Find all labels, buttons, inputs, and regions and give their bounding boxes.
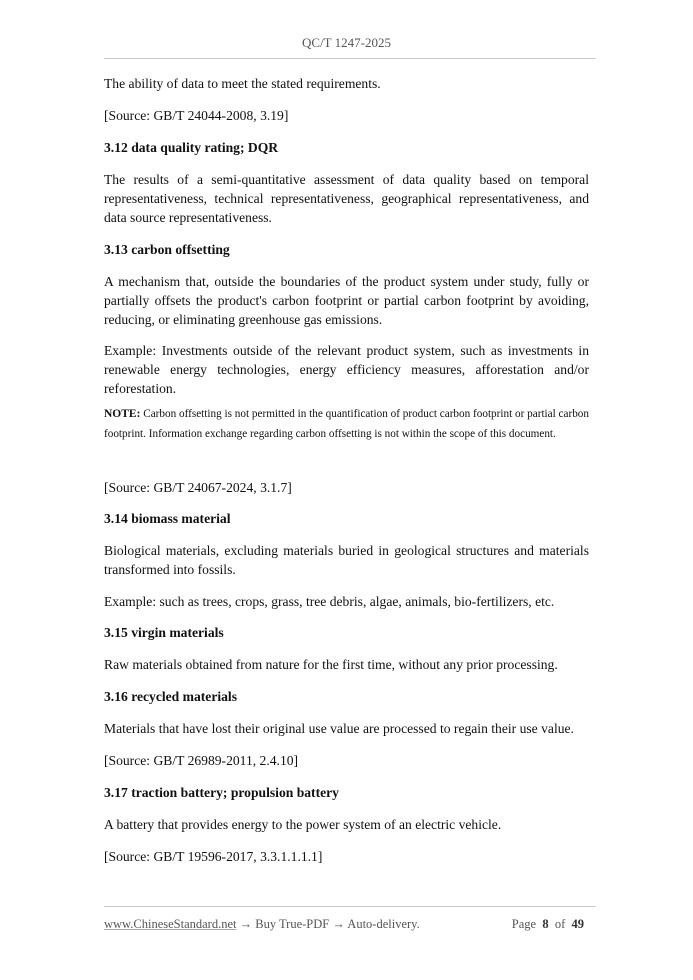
page-label: Page <box>511 917 537 931</box>
of-label: of <box>554 917 566 931</box>
term-heading: 3.13 carbon offsetting <box>104 242 230 257</box>
header-divider <box>104 58 596 59</box>
example-paragraph: Example: Investments outside of the relevant product system, such as investments in renewable energy technologies, energy efficiency measures, afforestation and/or reforestation. <box>104 343 589 396</box>
term-heading: 3.16 recycled materials <box>104 689 237 704</box>
term-heading: 3.12 data quality rating; DQR <box>104 140 279 155</box>
source-citation: [Source: GB/T 19596-2017, 3.3.1.1.1.1] <box>104 849 323 864</box>
term-heading: 3.17 traction battery; propulsion battery <box>104 785 339 800</box>
paragraph: Materials that have lost their original use value are processed to regain their use value. <box>104 721 574 736</box>
document-footer <box>104 917 584 932</box>
source-citation: [Source: GB/T 24044-2008, 3.19] <box>104 108 289 123</box>
paragraph: The results of a semi-quantitative assessment of data quality based on temporal representativeness, technical representativeness, geographical representativeness, and data source representativeness. <box>104 172 589 225</box>
chinese-standard-link[interactable]: www.ChineseStandard.net <box>104 917 237 931</box>
footer-text: → Buy True-PDF → Auto-delivery. <box>236 917 420 931</box>
paragraph: A mechanism that, outside the boundaries of the product system under study, fully or partially offsets the product's carbon footprint or partial carbon footprint by avoiding, reducing, or eliminating greenhouse gas emissions. <box>104 274 589 327</box>
example-paragraph: Example: such as trees, crops, grass, tree debris, algae, animals, bio-fertilizers, etc. <box>104 594 555 609</box>
source-citation: [Source: GB/T 26989-2011, 2.4.10] <box>104 753 299 768</box>
paragraph: Biological materials, excluding materials buried in geological structures and materials transformed into fossils. <box>104 543 589 577</box>
paragraph: A battery that provides energy to the power system of an electric vehicle. <box>104 817 502 832</box>
page-number: 8 <box>542 917 549 931</box>
term-heading: 3.14 biomass material <box>104 511 231 526</box>
footer-divider <box>104 906 596 907</box>
page-indicator <box>512 917 584 932</box>
note-text: Carbon offsetting is not permitted in the quantification of product carbon footprint or partial carbon footprint. Information exchange regarding carbon offsetting is not within the scope of this document. <box>104 408 589 440</box>
total-pages: 49 <box>571 917 584 931</box>
term-heading: 3.15 virgin materials <box>104 625 224 640</box>
note-label: NOTE: <box>104 408 141 420</box>
document-header: QC/T 1247-2025 <box>302 35 391 50</box>
source-citation: [Source: GB/T 24067-2024, 3.1.7] <box>104 480 292 495</box>
paragraph: The ability of data to meet the stated requirements. <box>104 76 381 91</box>
note-paragraph <box>104 405 589 444</box>
paragraph: Raw materials obtained from nature for the first time, without any prior processing. <box>104 657 558 672</box>
